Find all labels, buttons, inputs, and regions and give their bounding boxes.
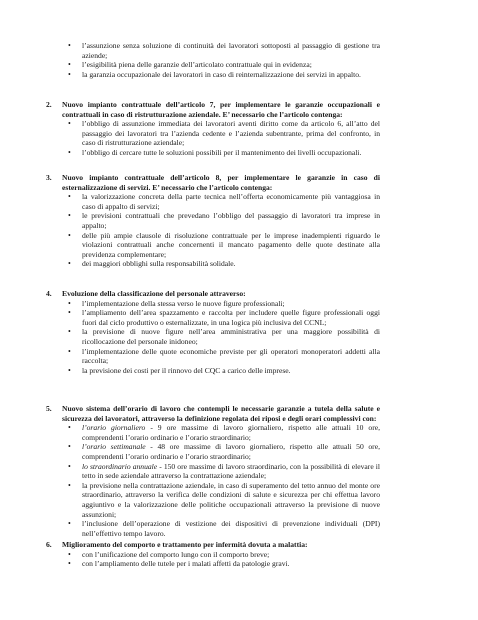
bullet-text: la garanzia occupazionale dei lavoratori in caso di reinternalizzazione dei servizi in appalto. bbox=[82, 69, 361, 79]
bullet-text: con l’unificazione del comporto lungo con il comporto breve; bbox=[82, 549, 270, 559]
bullet-icon: • bbox=[68, 423, 71, 433]
section-6 bbox=[0, 540, 478, 569]
bullet-text: l’implementazione della stessa verso le nuove figure professionali; bbox=[82, 298, 285, 308]
bullet-text: l’esigibilità piena delle garanzie dell’articolato contrattuale qui in evidenza; bbox=[82, 60, 312, 70]
bullet-text: la previsione nella contrattazione aziendale, in caso di superamento del tetto annuo del monte ore straordinario, attraverso la verifica delle condizioni di salute e sicurezza per chi effettua lavoro aggiuntivo e la valorizzazione delle politiche occupazionali attraverso la previsione di nuove assunzioni; bbox=[82, 480, 380, 519]
bullet-icon: • bbox=[68, 461, 71, 471]
bullet-icon: • bbox=[68, 327, 71, 337]
bullet-icon: • bbox=[68, 480, 71, 490]
list-item bbox=[0, 148, 478, 158]
section-number: 5. bbox=[46, 404, 52, 413]
bullet-italic-lead: l’orario giornaliero bbox=[82, 423, 146, 433]
list-item bbox=[0, 519, 478, 538]
section-heading: 4. Evoluzione della classificazione del personale attraverso: bbox=[46, 289, 246, 298]
bullet-icon: • bbox=[68, 298, 71, 308]
list-item bbox=[0, 70, 478, 80]
bullet-icon: • bbox=[68, 549, 71, 559]
section-heading: 2. Nuovo impianto contrattuale dell’articolo 7, per implementare le garanzie occupazionali e contrattuali in caso di ristrutturazione aziendale. E’ necessario che l’articolo contenga: bbox=[46, 100, 380, 119]
section-heading: 6. Miglioramento del comporto e trattamento per infermità dovuta a malattia: bbox=[46, 540, 308, 549]
bullet-text: l’ampliamento dell’area spazzamento e raccolta per includere quelle figure professionali oggi fuori dal ciclo produttivo o esternalizzate, in una logica più inclusiva del CCNL; bbox=[82, 308, 380, 327]
section-heading: 3. Nuovo impianto contrattuale dell’articolo 8, per implementare le garanzie in caso di esternalizzazione di servizi. E’ necessario che l’articolo contenga: bbox=[46, 173, 380, 192]
bullet-icon: • bbox=[68, 230, 71, 240]
bullet-icon: • bbox=[68, 192, 71, 202]
section-number: 2. bbox=[46, 100, 52, 109]
bullet-icon: • bbox=[68, 69, 71, 79]
list-item bbox=[0, 481, 478, 519]
bullet-text: l’inclusione dell’operazione di vestizione dei dispositivi di prevenzione individuali (DPI) nell’effettivo tempo lavoro. bbox=[82, 519, 380, 538]
bullet-text: le previsioni contrattuali che prevedano l’obbligo del passaggio di lavoratori tra imprese in appalto; bbox=[82, 211, 380, 230]
bullet-text: - 9 ore massime di lavoro giornaliero, rispetto alle attuali 10 ore, comprendenti l’orario ordinario e l’orario straordinario; bbox=[82, 423, 380, 442]
section-bullet-list bbox=[0, 423, 478, 538]
bullet-icon: • bbox=[68, 211, 71, 221]
section-2 bbox=[0, 100, 478, 158]
list-item bbox=[0, 559, 478, 569]
bullet-icon: • bbox=[68, 119, 71, 129]
list-item bbox=[0, 299, 478, 309]
section-5 bbox=[0, 404, 478, 538]
bullet-text: l’implementazione delle quote economiche previste per gli operatori monoperatori addetti alla raccolta; bbox=[82, 346, 380, 366]
bullet-icon: • bbox=[68, 147, 71, 157]
bullet-icon: • bbox=[68, 442, 71, 452]
bullet-text: la previsione dei costi per il rinnovo del CQC a carico delle imprese. bbox=[82, 365, 291, 375]
bullet-icon: • bbox=[68, 308, 71, 318]
list-item bbox=[0, 308, 478, 327]
list-item bbox=[0, 192, 478, 211]
list-item bbox=[0, 462, 478, 481]
section-3 bbox=[0, 173, 478, 269]
bullet-text: l’assunzione senza soluzione di continuità dei lavoratori sottoposti al passaggio di gestione tra aziende; bbox=[82, 41, 380, 60]
bullet-text: - 48 ore massime di lavoro giornaliero, rispetto alle attuali 50 ore, comprendenti l’orario ordinario e l’orario straordinario; bbox=[82, 442, 380, 461]
bullet-text: la previsione di nuove figure nell’area amministrativa per una maggiore possibilità di ricollocazione del personale inidoneo; bbox=[82, 327, 380, 346]
list-item bbox=[0, 231, 478, 260]
bullet-icon: • bbox=[68, 559, 71, 569]
list-item bbox=[0, 41, 478, 60]
section-number: 6. bbox=[46, 540, 52, 549]
section-4 bbox=[0, 289, 478, 375]
section-heading: 5. Nuovo sistema dell’orario di lavoro che contempli le necessarie garanzie a tutela della salute e sicurezza dei lavoratori, attraverso la definizione regolata dei riposi e degli orari complessivi con: bbox=[46, 404, 380, 423]
section-number: 3. bbox=[46, 173, 52, 182]
list-item bbox=[0, 119, 478, 148]
list-item bbox=[0, 550, 478, 560]
bullet-italic-lead: lo straordinario annuale bbox=[82, 461, 158, 471]
bullet-icon: • bbox=[68, 60, 71, 70]
section-number: 4. bbox=[46, 289, 52, 298]
list-item bbox=[0, 442, 478, 461]
list-item bbox=[0, 423, 478, 442]
list-item bbox=[0, 259, 478, 269]
bullet-text: delle più ampie clausole di risoluzione contrattuale per le imprese inadempienti riguardo le violazioni contrattuali anche concernenti il mancato pagamento delle quote destinate alla previdenza complementare; bbox=[82, 230, 380, 259]
section-bullet-list bbox=[0, 119, 478, 157]
bullet-text: dei maggiori obblighi sulla responsabilità solidale. bbox=[82, 259, 236, 269]
bullet-icon: • bbox=[68, 365, 71, 375]
bullet-icon: • bbox=[68, 519, 71, 529]
bullet-icon: • bbox=[68, 259, 71, 269]
list-item bbox=[0, 211, 478, 230]
bullet-icon: • bbox=[68, 41, 71, 50]
bullet-icon: • bbox=[68, 346, 71, 356]
list-item bbox=[0, 366, 478, 376]
bullet-italic-lead: l’orario settimanale bbox=[82, 442, 146, 452]
list-item bbox=[0, 327, 478, 346]
bullet-text: l’obbligo di assunzione immediata dei lavoratori aventi diritto come da articolo 6, all’atto del passaggio dei lavoratori tra l’azienda cedente e l’azienda subentrante, prima del confronto, in caso di ristrutturazione aziendale; bbox=[82, 119, 380, 148]
section-bullet-list bbox=[0, 550, 478, 569]
bullet-text: - 150 ore massime di lavoro straordinario, con la possibilità di elevare il tetto in sede aziendale attraverso la contrattazione aziendale; bbox=[82, 461, 380, 481]
bullet-text: l’obbligo di cercare tutte le soluzioni possibili per il mantenimento dei livelli occupazionali. bbox=[82, 147, 362, 157]
list-item bbox=[0, 347, 478, 366]
bullet-text: con l’ampliamento delle tutele per i malati affetti da patologie gravi. bbox=[82, 559, 290, 569]
list-item bbox=[0, 60, 478, 70]
intro-bullet-list bbox=[0, 41, 478, 79]
section-bullet-list bbox=[0, 192, 478, 269]
section-bullet-list bbox=[0, 299, 478, 376]
bullet-text: la valorizzazione concreta della parte tecnica nell’offerta economicamente più vantaggiosa in caso di appalto di servizi; bbox=[82, 192, 380, 211]
